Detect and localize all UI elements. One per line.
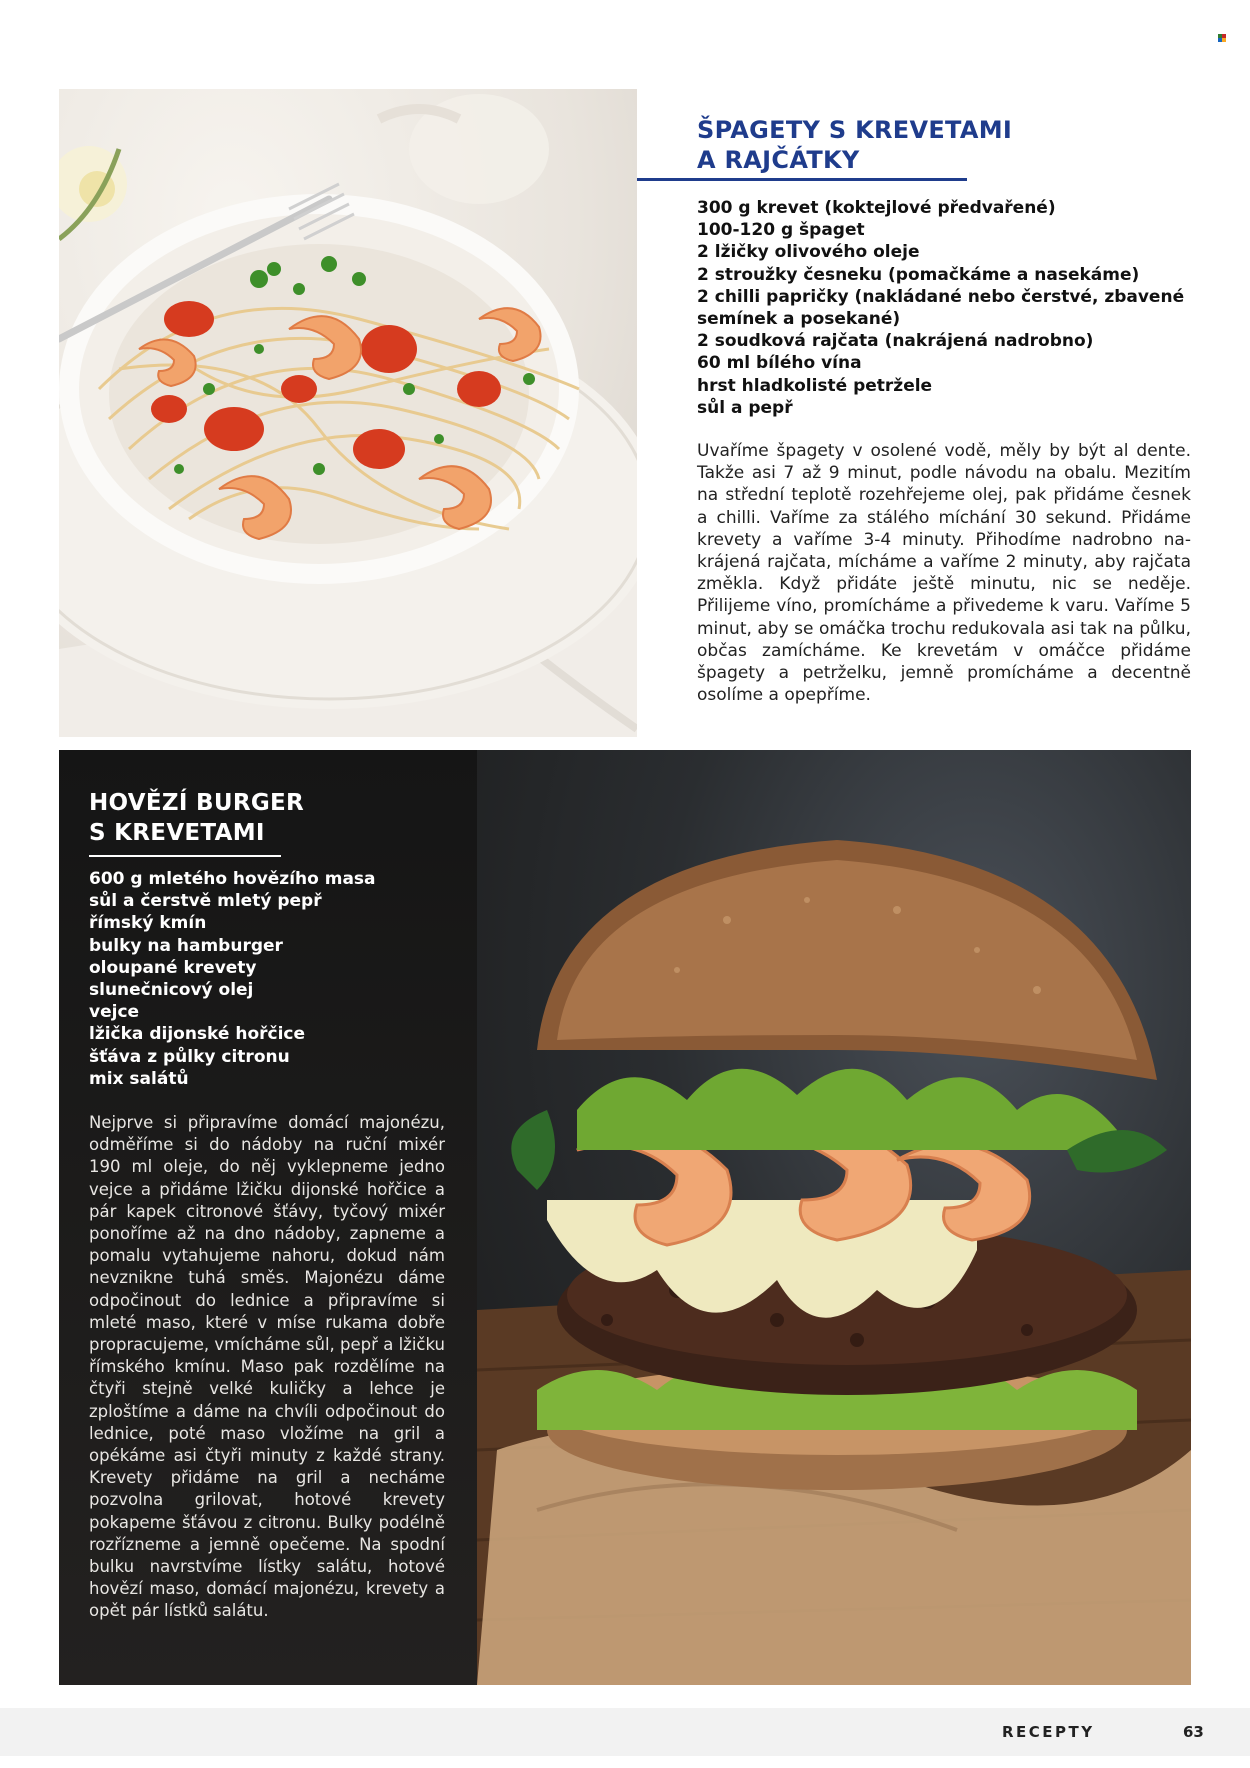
ingredient-item: slunečnicový olej: [89, 980, 254, 1001]
recipe-burger-ingredients: [89, 868, 449, 1090]
ingredient-item: 2 stroužky česneku (pomačkáme a nasekáme): [697, 264, 1140, 285]
recipe-burger-method: Nejprve si připravíme domácí majonézu, odměříme si do nádoby na ruční mixér 190 ml oleje, do něj vyklepneme jedno vejce a přidáme lžičku dijonské hořčice a pár kapek citronové šťávy, tyčový mixér ponoříme až na dno nádoby, zapneme a pomalu vytahujeme nahoru, dokud nám nevznikne tuhá směs. Majonézu dáme odpočinout do lednice a připravíme si mleté maso, které v míse rukama dobře propracujeme, vmícháme sůl, pepř a lžičku římského kmínu. Maso pak rozdělíme na čtyři stejně velké kuličky a lehce je zploštíme a dáme na chvíli odpočinout do lednice, poté maso vložíme na gril a opékáme asi čtyři minuty z každé strany. Krevety přidáme na gril a necháme pozvolna grilovat, hotové krevety pokapeme šťávou z citronu. Bulky podélně rozřízneme a jemně opečeme. Na spodní bulku navrstvíme lístky salátu, hotové hovězí maso, domácí majonézu, krevety a opět pár lístků salátu.: [89, 1113, 445, 1621]
ingredient-item: semínek a posekané): [697, 309, 901, 330]
recipe-spagety-title-line2: A RAJČÁTKY: [697, 146, 860, 174]
ingredient-item: sůl a pepř: [697, 397, 793, 418]
ingredient-item: 60 ml bílého vína: [697, 353, 862, 374]
ingredient-item: 600 g mletého hovězího masa: [89, 869, 376, 889]
footer-section-label: RECEPTY: [1002, 1723, 1095, 1741]
ingredient-item: bulky na hamburger: [89, 935, 283, 956]
recipe-spagety-title-underline: [637, 178, 967, 181]
recipe-spagety-title: [697, 115, 1013, 175]
ingredient-item: sůl a čerstvě mletý pepř: [89, 891, 322, 912]
recipe-burger-title-line1: HOVĚZÍ BURGER: [89, 790, 305, 816]
ingredient-item: mix salátů: [89, 1068, 189, 1089]
page-number: 63: [1183, 1723, 1204, 1741]
ingredient-item: šťáva z půlky citronu: [89, 1046, 290, 1067]
ingredient-item: 2 soudková rajčata (nakrájená nadrobno): [697, 331, 1094, 352]
burger-photo: [477, 750, 1191, 1685]
ingredient-item: lžička dijonské hořčice: [89, 1024, 306, 1045]
ingredient-item: vejce: [89, 1002, 140, 1023]
ingredient-item: 2 chilli papričky (nakládané nebo čerstvé, zbavené: [697, 286, 1185, 307]
pasta-photo: [59, 89, 637, 737]
ingredient-item: hrst hladkolisté petržele: [697, 375, 933, 396]
recipe-burger-title-underline: [89, 855, 281, 857]
ingredient-item: římský kmín: [89, 913, 207, 934]
ingredient-item: 100-120 g špaget: [697, 220, 865, 241]
ingredient-item: 2 lžičky olivového oleje: [697, 242, 920, 263]
ingredient-item: 300 g krevet (koktejlové předvařené): [697, 198, 1056, 218]
recipe-spagety-title-line1: ŠPAGETY S KREVETAMI: [697, 116, 1013, 144]
corner-mark: [1218, 34, 1226, 42]
ingredient-item: oloupané krevety: [89, 957, 257, 978]
recipe-spagety-ingredients: [697, 197, 1185, 419]
recipe-spagety-method: Uvaříme špagety v osolené vodě, měly by být al dente. Takže asi 7 až 9 minut, podle návodu na obalu. Mezitím na střední teplotě rozehřejeme olej, pak přidáme česnek a chilli. Vaříme za stálého míchání 30 sekund. Přidáme krevety a vaříme 3-4 minuty. Přihodíme nadrobno nakrájená rajčata, mícháme a vaříme 2 minuty, aby rajčata změkla. Když přidáte ještě minutu, nic se neděje. Přilijeme víno, promícháme a přivedeme k varu. Vaříme 5 minut, aby se omáčka trochu redukovala asi tak na půlku, občas zamícháme. Ke krevetám v omáčce přidáme špagety a petrželku, jemně promícháme a decentně osolíme a opepříme.: [697, 441, 1191, 706]
recipe-burger-title-line2: S KREVETAMI: [89, 820, 265, 846]
recipe-burger-title: [89, 788, 389, 848]
